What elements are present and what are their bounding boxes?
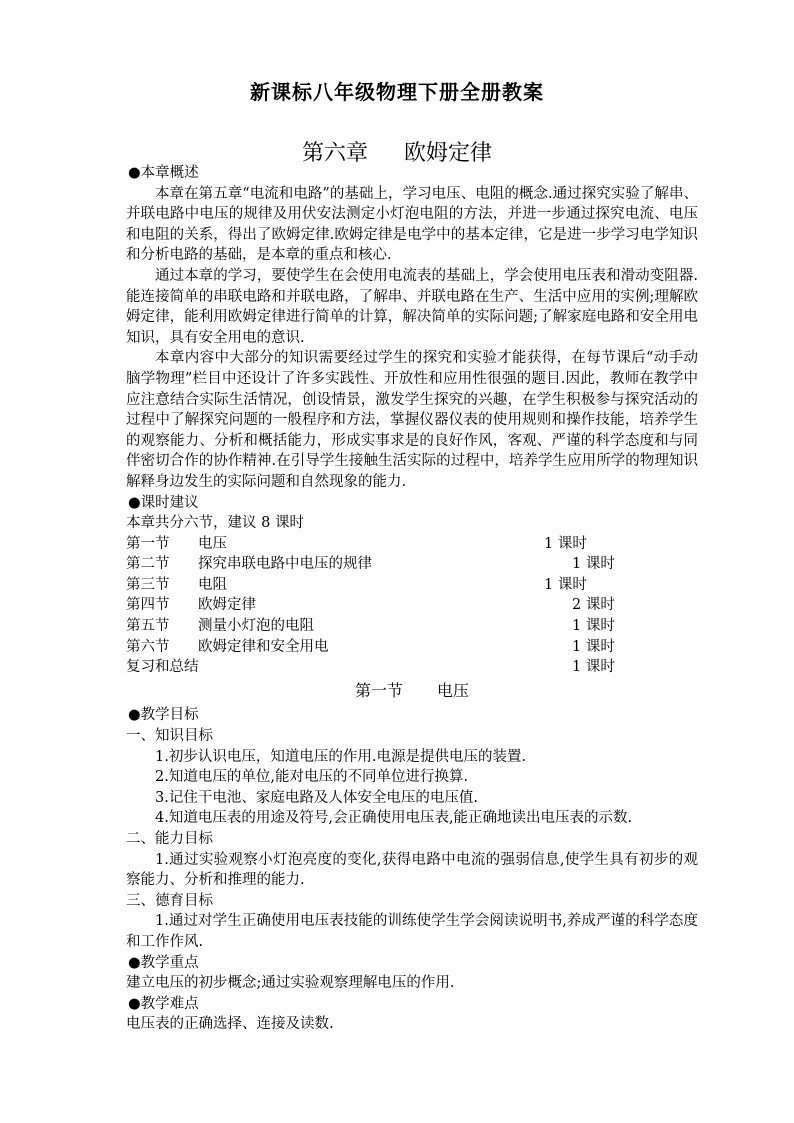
knowledge-item: 4.知道电压表的用途及符号,会正确使用电压表,能正确地读出电压表的示数. (155, 810, 633, 827)
ability-item: 1.通过实验观察小灯泡亮度的变化,获得电路中电流的强弱信息,使学生具有初步的观察能力、分析和推理的能力. (126, 851, 698, 889)
difficulty-heading: ●教学难点 (128, 995, 199, 1012)
schedule-review: 复习和总结 (126, 659, 199, 676)
schedule-hours: 1 课时 (544, 576, 587, 593)
schedule-section-number: 第二节 (126, 556, 170, 573)
schedule-intro: 本章共分六节，建议 8 课时 (126, 515, 304, 532)
schedule-row (126, 637, 698, 658)
schedule-section-name: 电压 (198, 535, 227, 552)
chapter-number: 第六章 (301, 141, 368, 166)
key-points-text: 建立电压的初步概念;通过实验观察理解电压的作用. (126, 975, 455, 992)
section-number: 第一节 (354, 680, 403, 700)
schedule-hours: 1 课时 (572, 618, 615, 635)
schedule-section-number: 第四节 (126, 597, 170, 614)
overview-heading: ●本章概述 (128, 165, 199, 181)
schedule-row (126, 595, 698, 616)
schedule-section-name: 欧姆定律 (198, 597, 256, 614)
schedule-heading: ●课时建议 (128, 494, 199, 511)
schedule-hours: 1 课时 (572, 659, 615, 676)
schedule-section-number: 第一节 (126, 535, 170, 552)
schedule-row (126, 534, 698, 555)
schedule-section-number: 第五节 (126, 618, 170, 635)
schedule-row (126, 616, 698, 637)
schedule-row (126, 657, 698, 678)
chapter-name: 欧姆定律 (404, 141, 493, 166)
schedule-hours: 2 课时 (572, 597, 615, 614)
knowledge-heading: 一、知识目标 (126, 728, 213, 745)
knowledge-item: 1.初步认识电压，知道电压的作用.电源是提供电压的装置. (155, 748, 527, 765)
document-body (126, 163, 698, 1035)
goals-heading: ●教学目标 (128, 707, 199, 724)
schedule-hours: 1 课时 (572, 638, 615, 655)
moral-heading: 三、德育目标 (126, 892, 213, 909)
schedule-section-name: 探究串联电路中电压的规律 (198, 556, 372, 573)
document-title: 新课标八年级物理下册全册教案 (250, 80, 544, 104)
schedule-section-name: 电阻 (198, 576, 227, 593)
ability-heading: 二、能力目标 (126, 831, 213, 847)
schedule-row (126, 554, 698, 575)
schedule-section-name: 测量小灯泡的电阻 (198, 618, 314, 635)
knowledge-item: 2.知道电压的单位,能对电压的不同单位进行换算. (155, 769, 469, 786)
moral-item: 1.通过对学生正确使用电压表技能的训练使学生学会阅读说明书,养成严谨的科学态度和工作作风. (126, 913, 698, 950)
schedule-hours: 1 课时 (572, 556, 615, 573)
schedule-section-number: 第三节 (126, 576, 170, 593)
schedule-row (126, 575, 698, 596)
schedule-hours: 1 课时 (544, 535, 587, 552)
overview-paragraph: 本章在第五章“电流和电路”的基础上，学习电压、电阻的概念.通过探究实验了解串、并联电路中电压的规律及用伏安法测定小灯泡电阻的方法，并进一步通过探究电流、电压和电阻的关系，得出了欧姆定律.欧姆定律是电学中的基本定律，它是进一步学习电学知识和分析电路的基础，是本章的重点和核心. (126, 185, 698, 264)
knowledge-item: 3.记住干电池、家庭电路及人体安全电压的电压值. (155, 789, 478, 806)
schedule-section-number: 第六节 (126, 638, 170, 655)
overview-paragraph: 本章内容中大部分的知识需要经过学生的探究和实验才能获得，在每节课后“动手动脑学物理”栏目中还设计了许多实践性、开放性和应用性很强的题目.因此，教师在教学中应注意结合实际生活情况，创设情景，激发学生探究的兴趣，在学生积极参与探究活动的过程中了解探究问题的一般程序和方法，掌握仪器仪表的使用规则和操作技能，培养学生的观察能力、分析和概括能力，形成实事求是的良好作风，客观、严谨的科学态度和与同伴密切合作的协作精神.在引导学生接触生活实际的过程中，培养学生应用所学的物理知识解释身边发生的实际问题和自然现象的能力. (126, 350, 698, 490)
section-title (126, 681, 698, 702)
difficulty-text: 电压表的正确选择、连接及读数. (126, 1016, 334, 1033)
section-name: 电压 (437, 680, 470, 700)
key-points-heading: ●教学重点 (128, 954, 199, 971)
schedule-section-name: 欧姆定律和安全用电 (198, 638, 329, 655)
overview-paragraph: 通过本章的学习，要使学生在会使用电流表的基础上，学会使用电压表和滑动变阻器.能连接简单的串联电路和并联电路，了解串、并联电路在生产、生活中应用的实例;理解欧姆定律，能利用欧姆定律进行简单的计算，解决简单的实际问题;了解家庭电路和安全用电知识，具有安全用电的意识. (126, 267, 698, 346)
